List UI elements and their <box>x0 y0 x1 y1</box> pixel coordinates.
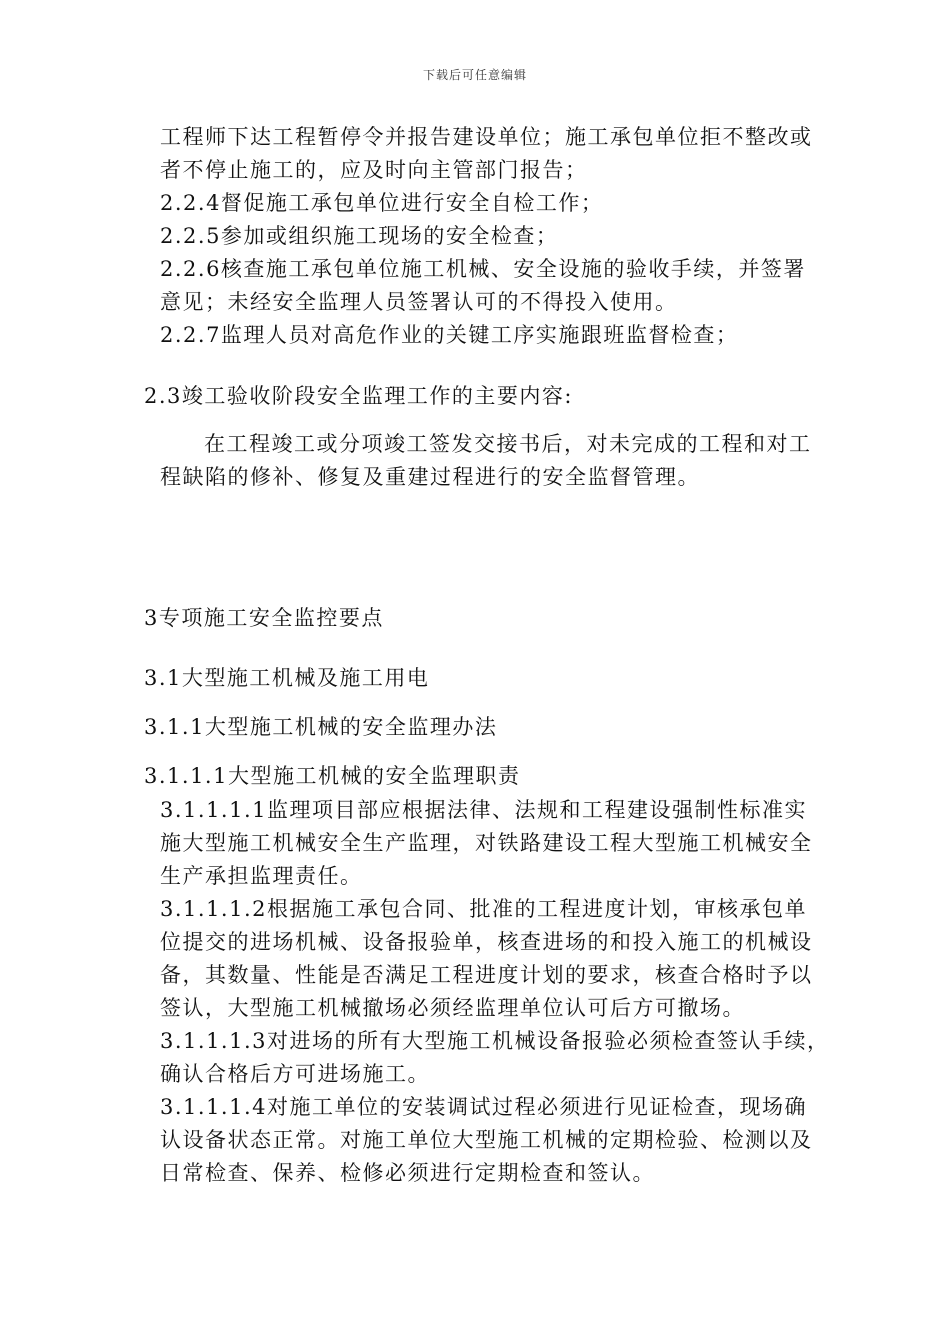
heading-3-1-1: 3.1.1大型施工机械的安全监理办法 <box>144 715 498 739</box>
text-line: 位提交的进场机械、设备报验单，核查进场的和投入施工的机械设 <box>160 930 813 954</box>
text-line: 生产承担监理责任。 <box>160 864 363 888</box>
clause-list <box>160 794 830 1190</box>
paragraph-2-3 <box>160 428 810 494</box>
text-line: 2.2.6核查施工承包单位施工机械、安全设施的验收手续，并签署 <box>160 257 806 281</box>
text-line: 在工程竣工或分项竣工签发交接书后，对未完成的工程和对工 <box>204 432 812 456</box>
text-line: 意见；未经安全监理人员签署认可的不得投入使用。 <box>160 290 678 314</box>
text-line: 签认，大型施工机械撤场必须经监理单位认可后方可撤场。 <box>160 996 745 1020</box>
text-line: 确认合格后方可进场施工。 <box>160 1062 430 1086</box>
text-line: 工程师下达工程暂停令并报告建设单位；施工承包单位拒不整改或 <box>160 125 813 149</box>
clause-item <box>160 1025 830 1091</box>
heading-3-1: 3.1大型施工机械及施工用电 <box>144 666 430 690</box>
text-line: 者不停止施工的，应及时向主管部门报告； <box>160 158 588 182</box>
text-line: 备，其数量、性能是否满足工程进度计划的要求，核查合格时予以 <box>160 963 813 987</box>
text-line: 3.1.1.1.3对进场的所有大型施工机械设备报验必须检查签认手续， <box>160 1029 830 1053</box>
clause-item <box>160 893 813 1025</box>
heading-3: 3专项施工安全监控要点 <box>144 606 384 630</box>
text-line: 3.1.1.1.2根据施工承包合同、批准的工程进度计划，审核承包单 <box>160 897 808 921</box>
text-line: 3.1.1.1.4对施工单位的安装调试过程必须进行见证检查，现场确 <box>160 1095 808 1119</box>
text-line: 2.2.5参加或组织施工现场的安全检查； <box>160 224 559 248</box>
clause-item <box>160 794 813 893</box>
text-line: 2.2.4督促施工承包单位进行安全自检工作； <box>160 191 604 215</box>
text-line: 施大型施工机械安全生产监理，对铁路建设工程大型施工机械安全 <box>160 831 813 855</box>
paragraph-block-2-2 <box>160 121 813 352</box>
text-line: 3.1.1.1.1监理项目部应根据法律、法规和工程建设强制性标准实 <box>160 798 808 822</box>
clause-item <box>160 1091 813 1190</box>
text-line: 认设备状态正常。对施工单位大型施工机械的定期检验、检测以及 <box>160 1128 813 1152</box>
heading-2-3: 2.3竣工验收阶段安全监理工作的主要内容: <box>144 384 573 408</box>
page-header: 下载后可任意编辑 <box>422 68 527 82</box>
text-line: 程缺陷的修补、修复及重建过程进行的安全监督管理。 <box>160 465 700 489</box>
heading-3-1-1-1: 3.1.1.1大型施工机械的安全监理职责 <box>144 764 521 788</box>
text-line: 2.2.7监理人员对高危作业的关键工序实施跟班监督检查； <box>160 323 739 347</box>
text-line: 日常检查、保养、检修必须进行定期检查和签认。 <box>160 1161 655 1185</box>
